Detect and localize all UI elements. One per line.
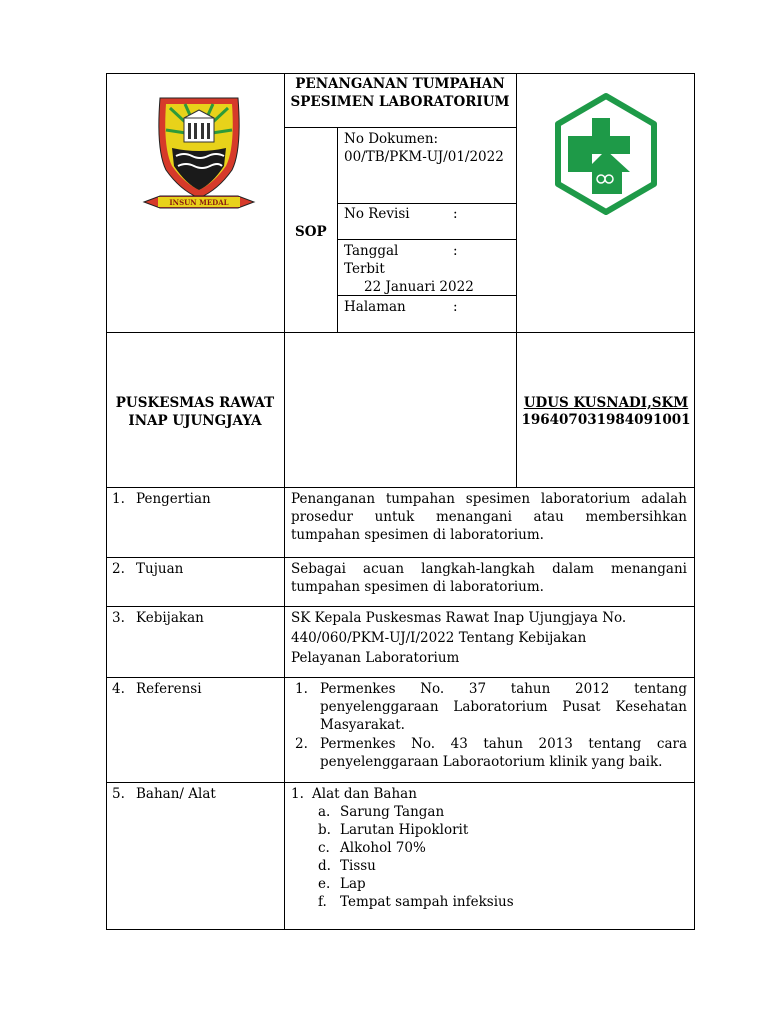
- section-label: Kebijakan: [136, 610, 204, 626]
- sublist-item: Lap: [340, 876, 366, 892]
- tanggal-separator: :: [453, 243, 458, 259]
- sublist-letter: c.: [318, 840, 330, 856]
- no-dokumen-value: 00/TB/PKM-UJ/01/2022: [344, 149, 504, 165]
- sublist-item: Tissu: [340, 858, 376, 874]
- section-content-line: Pelayanan Laboratorium: [291, 650, 460, 666]
- tanggal-value: 22 Januari 2022: [364, 279, 474, 295]
- sublist-letter: b.: [318, 822, 331, 838]
- section-number: 3.: [112, 610, 125, 626]
- sublist-item: Tempat sampah infeksius: [340, 894, 514, 910]
- section-number: 1.: [112, 491, 125, 507]
- header-divider: [106, 332, 695, 333]
- sublist-letter: d.: [318, 858, 331, 874]
- list-number: 1.: [295, 681, 308, 697]
- title-divider: [284, 127, 516, 128]
- sublist-letter: e.: [318, 876, 331, 892]
- sublist-letter: f.: [318, 894, 327, 910]
- terbit-label: Terbit: [344, 261, 385, 277]
- row-divider: [106, 677, 695, 678]
- list-number: 2.: [295, 736, 308, 752]
- header-divider: [284, 73, 285, 488]
- section-number: 2.: [112, 561, 125, 577]
- no-revisi-separator: :: [453, 206, 458, 222]
- section-label: Pengertian: [136, 491, 211, 507]
- sublist-letter: a.: [318, 804, 331, 820]
- signer-nip: 196407031984091001: [521, 412, 691, 428]
- tanggal-label: Tanggal: [344, 243, 399, 259]
- no-revisi-label: No Revisi: [344, 206, 410, 222]
- document-title: PENANGANAN TUMPAHAN SPESIMEN LABORATORIUM: [290, 76, 510, 110]
- halaman-separator: :: [453, 299, 458, 315]
- header-divider: [516, 73, 517, 488]
- section-content-line: SK Kepala Puskesmas Rawat Inap Ujungjaya No.: [291, 610, 627, 626]
- list-item: Permenkes No. 37 tahun 2012 tentang penyelenggaraan Laboratorium Pusat Kesehatan Masyarakat.: [320, 681, 687, 733]
- organization-name: PUSKESMAS RAWAT INAP UJUNGJAYA: [115, 395, 275, 429]
- row-divider: [106, 606, 695, 607]
- section-label: Bahan/ Alat: [136, 786, 216, 802]
- section-content: Sebagai acuan langkah-langkah dalam menangani tumpahan spesimen di laboratorium.: [291, 561, 687, 595]
- no-dokumen-label: No Dokumen:: [344, 131, 439, 147]
- section-number: 5.: [112, 786, 125, 802]
- signer-name: UDUS KUSNADI,SKM: [523, 395, 689, 411]
- row-divider: [106, 782, 695, 783]
- meta-divider: [337, 203, 516, 204]
- list-item: Permenkes No. 43 tahun 2013 tentang cara penyelenggaraan Laboraotorium klinik yang baik.: [320, 736, 687, 770]
- section-label: Tujuan: [136, 561, 184, 577]
- section-content-line: 440/060/PKM-UJ/I/2022 Tentang Kebijakan: [291, 630, 587, 646]
- list-group-title: Alat dan Bahan: [312, 786, 417, 802]
- section-number: 4.: [112, 681, 125, 697]
- emblem-motto: INSUN MEDAL: [169, 198, 229, 207]
- section-content: Penanganan tumpahan spesimen laboratorium adalah prosedur untuk menangani atau membersihkan tumpahan spesimen di laboratorium.: [291, 491, 687, 543]
- sop-divider: [337, 127, 338, 332]
- puskesmas-logo: [552, 92, 660, 216]
- list-number: 1.: [291, 786, 304, 802]
- content-divider: [284, 487, 285, 930]
- sublist-item: Larutan Hipoklorit: [340, 822, 469, 838]
- row-divider: [106, 557, 695, 558]
- sop-label: SOP: [295, 224, 327, 240]
- sublist-item: Sarung Tangan: [340, 804, 445, 820]
- sublist-item: Alkohol 70%: [340, 840, 426, 856]
- section-label: Referensi: [136, 681, 202, 697]
- halaman-label: Halaman: [344, 299, 406, 315]
- meta-divider: [337, 239, 516, 240]
